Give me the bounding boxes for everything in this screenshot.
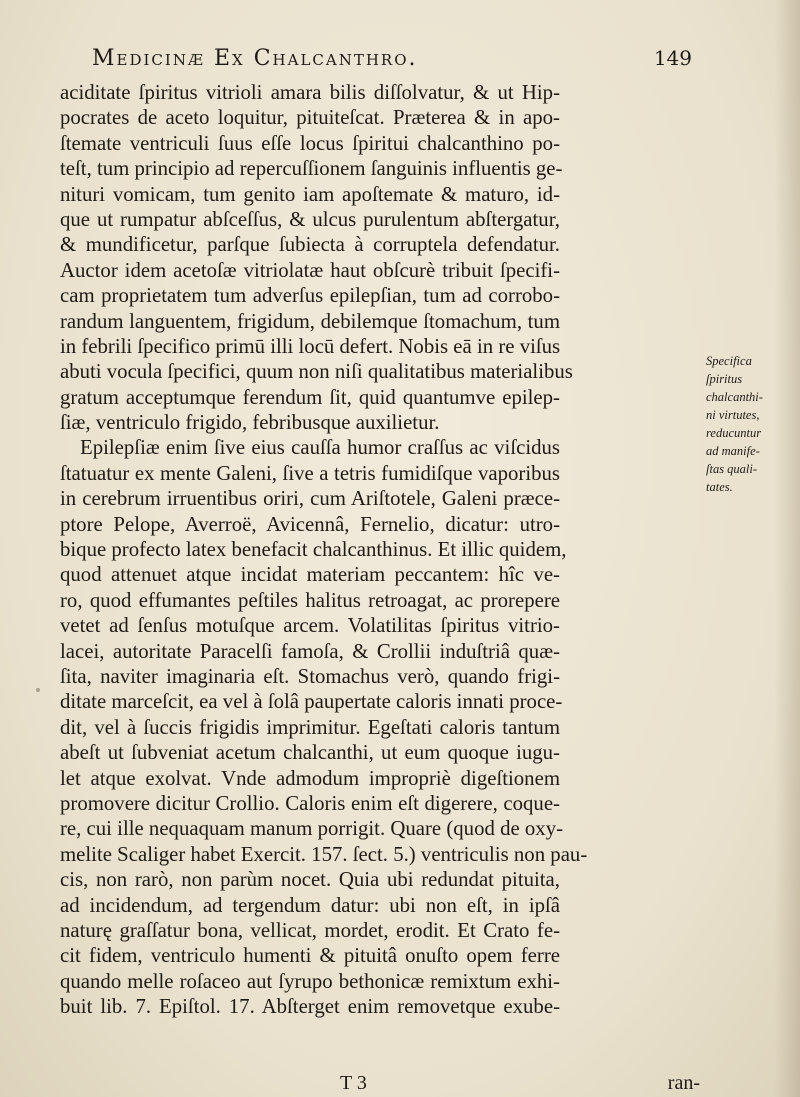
text-line: randum languentem, frigidum, debilemque ſtomachum, tum bbox=[60, 309, 560, 333]
text-line: quando melle roſaceo aut ſyrupo bethonicæ remixtum exhi- bbox=[60, 969, 560, 993]
text-line: ditate marceſcit, ea vel à ſolâ paupertate caloris innati proce- bbox=[60, 690, 563, 714]
signature-mark: T 3 bbox=[340, 1072, 367, 1094]
running-header bbox=[92, 46, 692, 80]
text-line: re, cui ille nequaquam manum porrigit. Quare (quod de oxy- bbox=[60, 817, 564, 841]
text-line: melite Scaliger habet Exercit. 157. ſect. 5.) ventriculis non pau- bbox=[60, 842, 588, 866]
margin-note-line: tates. bbox=[706, 480, 733, 494]
text-line: gratum acceptumque ferendum ſit, quid quantumve epilep- bbox=[60, 385, 560, 409]
text-line: aciditate ſpiritus vitrioli amara bilis diſſolvatur, & ut Hip- bbox=[60, 81, 560, 104]
page-footer bbox=[60, 1072, 700, 1096]
text-line: ſtatuatur ex mente Galeni, ſive a tetris fumidiſque vaporibus bbox=[60, 461, 560, 485]
page-number: 149 bbox=[653, 46, 692, 70]
margin-note bbox=[706, 352, 798, 496]
text-line: cis, non rarò, non parùm nocet. Quia ubi redundat pituita, bbox=[60, 868, 560, 892]
text-line: lacei, autoritate Paracelſi famoſa, & Crollii induſtriâ quæ- bbox=[60, 639, 560, 663]
main-text-block bbox=[60, 80, 588, 1019]
text-line: dit, vel à ſuccis frigidis imprimitur. Egeſtati caloris tantum bbox=[60, 715, 560, 739]
ink-speck bbox=[36, 688, 40, 692]
text-line: in cerebrum irruentibus oriri, cum Ariſtotele, Galeni præce- bbox=[60, 487, 560, 511]
text-line: in febrili ſpecifico primū illi locū defert. Nobis eā in re viſus bbox=[60, 334, 561, 358]
page-edge-shadow bbox=[774, 0, 800, 1097]
margin-note-line: ſpiritus bbox=[706, 372, 743, 386]
text-line: pocrates de aceto loquitur, pituiteſcat. Præterea & in apo- bbox=[60, 106, 560, 130]
text-line: teſt, tum principio ad repercuſſionem ſanguinis influentis ge- bbox=[60, 157, 563, 181]
text-line: promovere dicitur Crollio. Caloris enim eſt digerere, coque- bbox=[60, 791, 560, 815]
text-line: abeſt ut ſubveniat acetum chalcanthi, ut eum quoque iugu- bbox=[60, 741, 560, 765]
running-title: Medicinæ Ex Chalcanthro. bbox=[92, 46, 418, 71]
text-line: abuti vocula ſpecifici, quum non niſi qualitatibus materialibus bbox=[60, 360, 573, 384]
text-line: Auctor idem acetoſæ vitriolatæ haut obſcurè tribuit ſpecifi- bbox=[60, 258, 560, 282]
text-line: let atque exolvat. Vnde admodum impropriè digeſtionem bbox=[60, 766, 560, 790]
margin-note-line: ſtas quali- bbox=[706, 462, 758, 476]
catchword: ran- bbox=[667, 1072, 700, 1094]
margin-note-line: ni virtutes, bbox=[706, 408, 760, 422]
text-line: Epilepſiæ enim ſive eius cauſſa humor craſſus ac viſcidus bbox=[80, 436, 560, 460]
margin-note-line: chalcanthi- bbox=[706, 390, 763, 404]
text-line: ſtemate ventriculi ſuus eſſe locus ſpiritui chalcanthino po- bbox=[60, 131, 560, 155]
margin-note-line: Specifica bbox=[706, 354, 752, 368]
text-line: ptore Pelope, Averroë, Avicennâ, Fernelio, dicatur: utro- bbox=[60, 512, 560, 536]
text-line: bique profecto latex benefacit chalcanthinus. Et illic quidem, bbox=[60, 538, 567, 562]
text-line: ad incidendum, ad tergendum datur: ubi non eſt, in ipſâ bbox=[60, 893, 560, 917]
text-line: buit lib. 7. Epiſtol. 17. Abſterget enim removetque exube- bbox=[60, 995, 560, 1019]
text-line: cam proprietatem tum adverſus epilepſian, tum ad corrobo- bbox=[60, 284, 560, 308]
margin-note-line: ad manife- bbox=[706, 444, 760, 458]
text-line: que ut rumpatur abſceſſus, & ulcus purulentum abſtergatur, bbox=[60, 207, 560, 231]
text-line: ſita, naviter imaginaria eſt. Stomachus verò, quando frigi- bbox=[60, 664, 560, 688]
text-line: cit fidem, ventriculo humenti & pituitâ onuſto opem ferre bbox=[60, 944, 560, 968]
text-line: ſiæ, ventriculo frigido, febribusque auxilietur. bbox=[60, 411, 440, 435]
margin-note-line: reducuntur bbox=[706, 426, 762, 440]
text-line: quod attenuet atque incidat materiam peccantem: hîc ve- bbox=[60, 563, 560, 587]
text-line: & mundificetur, parſque ſubiecta à corruptela defendatur. bbox=[60, 233, 560, 257]
text-line: ro, quod effumantes peſtiles halitus retroagat, ac prorepere bbox=[60, 588, 560, 612]
text-line: naturę graſſatur bona, vellicat, mordet, erodit. Et Crato fe- bbox=[60, 918, 560, 942]
text-line: nituri vomicam, tum genito iam apoſtemate & maturo, id- bbox=[60, 182, 560, 206]
text-line: vetet ad ſenſus motuſque arcem. Volatilitas ſpiritus vitrio- bbox=[60, 614, 560, 638]
